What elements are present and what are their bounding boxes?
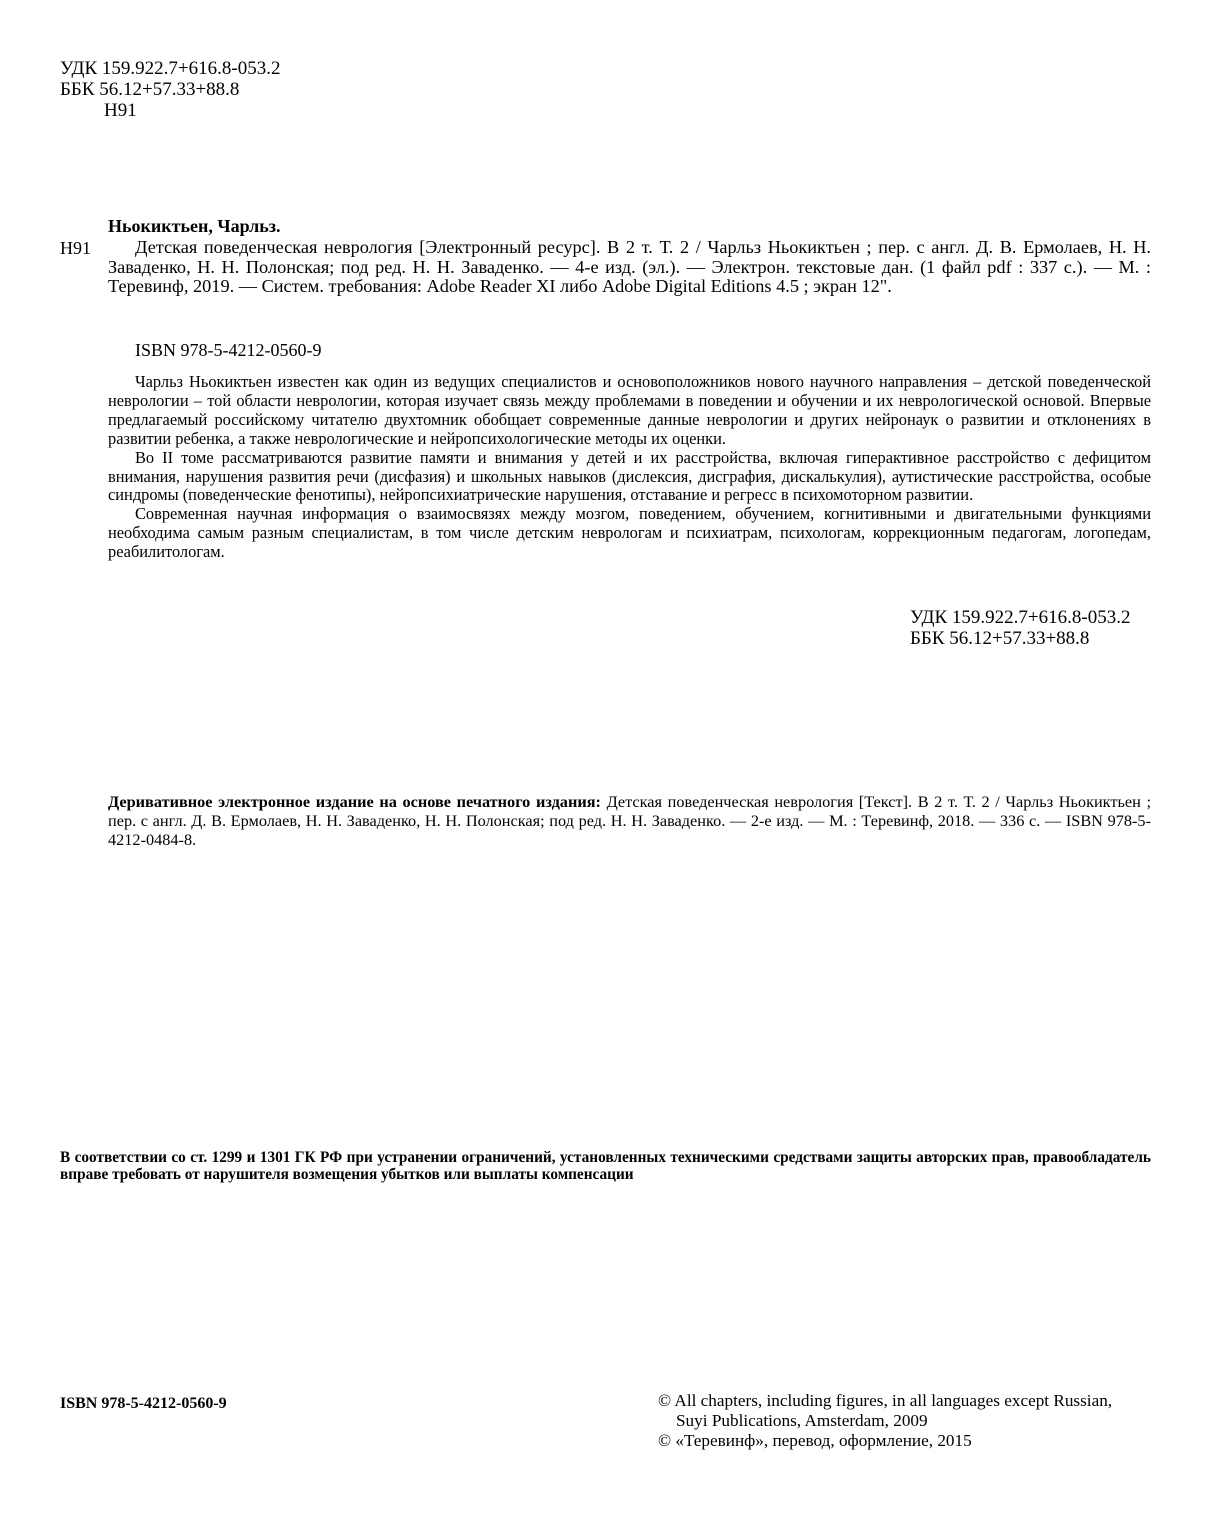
- udk-code: УДК 159.922.7+616.8-053.2: [60, 58, 281, 79]
- copyright-line-3: © «Теревинф», перевод, оформление, 2015: [658, 1430, 972, 1450]
- copyright-block: [658, 1391, 1158, 1450]
- udk-code-right: УДК 159.922.7+616.8-053.2: [910, 607, 1131, 628]
- annotation-paragraph-3: Современная научная информация о взаимосвязях между мозгом, поведением, обучением, когнитивными и двигательными функциями необходима самым разным специалистам, в том числе детским неврологам и психиатрам, психологам, коррекционным педагогам, логопедам, реабилитологам.: [108, 504, 1151, 562]
- catalog-isbn: ISBN 978-5-4212-0560-9: [135, 340, 322, 360]
- catalog-author-mark: Н91: [60, 238, 91, 258]
- copyright-line-2: Suyi Publications, Amsterdam, 2009: [676, 1410, 928, 1430]
- right-classification-codes: [910, 607, 1130, 649]
- legal-notice: В соответствии со ст. 1299 и 1301 ГК РФ при устранении ограничений, установленных техническими средствами защиты авторских прав, правообладатель вправе требовать от нарушителя возмещения убытков или выплаты компенсации: [60, 1149, 1151, 1183]
- bbk-code-right: ББК 56.12+57.33+88.8: [910, 628, 1090, 649]
- header-classification-codes: [60, 58, 280, 121]
- catalog-author: Ньокиктьен, Чарльз.: [108, 216, 281, 236]
- annotation: [108, 373, 1151, 562]
- derivative-edition-note: [108, 792, 1151, 849]
- annotation-paragraph-1: Чарльз Ньокиктьен известен как один из ведущих специалистов и основоположников нового научного направления – детской поведенческой неврологии – той области неврологии, которая изучает связь между проблемами в поведении и обучении и их неврологической основой. Впервые предлагаемый российскому читателю двухтомник обобщает современные данные неврологии и других нейронаук о развитии и отклонениях в развитии ребенка, а также неврологические и нейропсихологические методы их оценки.: [108, 372, 1151, 448]
- annotation-paragraph-2: Во II томе рассматриваются развитие памяти и внимания у детей и их расстройства, включая гиперактивное расстройство с дефицитом внимания, нарушения развития речи (дисфазия) и школьных навыков (дислексия, дисграфия, дискалькулия), аутистические расстройства, особые синдромы (поведенческие фенотипы), нейропсихиатрические нарушения, отставание и регресс в психомоторном развитии.: [108, 447, 1151, 505]
- derivative-edition-label: Деривативное электронное издание на основе печатного издания:: [108, 792, 601, 811]
- bibliographic-description-text: Детская поведенческая неврология [Электронный ресурс]. В 2 т. Т. 2 / Чарльз Ньокиктьен ; пер. с англ. Д. В. Ермолаев, Н. Н. Заваденко, Н. Н. Полонская; под ред. Н. Н. Заваденко. — 4-е изд. (эл.). — Электрон. текстовые дан. (1 файл pdf : 337 с.). — М. : Теревинф, 2019. — Систем. требования: Adobe Reader XI либо Adobe Digital Editions 4.5 ; экран 12".: [108, 237, 1151, 297]
- footer-isbn: ISBN 978-5-4212-0560-9: [60, 1395, 227, 1412]
- copyright-line-1: © All chapters, including figures, in all languages except Russian,: [658, 1391, 1113, 1410]
- author-mark: Н91: [104, 100, 137, 121]
- bbk-code: ББК 56.12+57.33+88.8: [60, 79, 240, 100]
- derivative-edition-description: Детская поведенческая неврология [Текст]. В 2 т. Т. 2 / Чарльз Ньокиктьен ; пер. с англ. Д. В. Ермолаев, Н. Н. Заваденко, Н. Н. Полонская; под ред. Н. Н. Заваденко. — 2-е изд. — М. : Теревинф, 2018. — 336 с. — ISBN 978-5-4212-0484-8.: [108, 792, 1151, 849]
- bibliographic-description: [108, 238, 1151, 297]
